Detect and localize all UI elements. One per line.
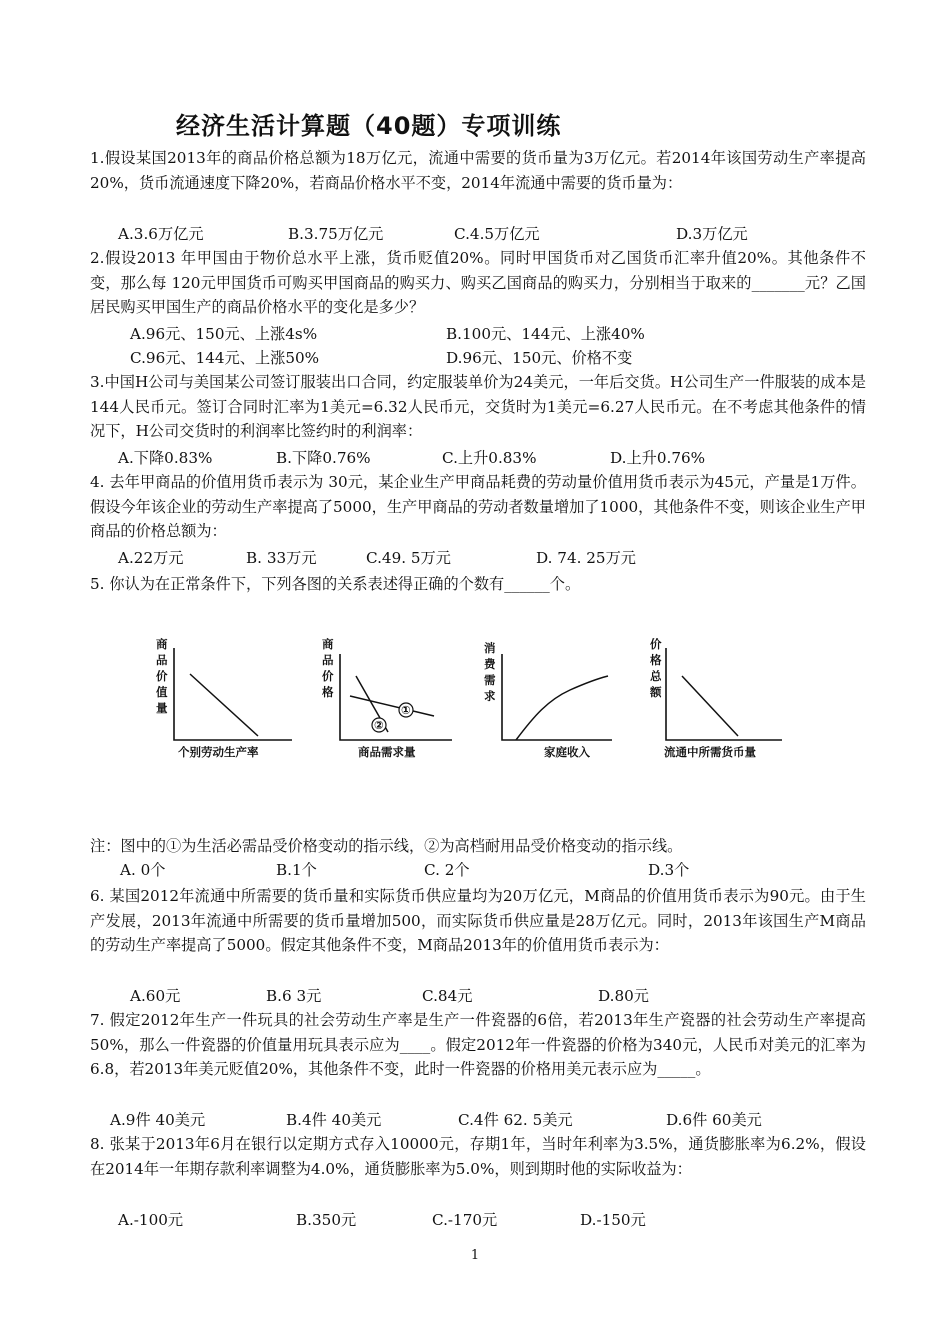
graph-4-x-label: 流通中所需货币量 bbox=[664, 745, 756, 759]
graph-1-line bbox=[190, 674, 258, 736]
graph-3-x-label: 家庭收入 bbox=[544, 745, 590, 759]
graph-2-y-label-3: 价 bbox=[322, 669, 334, 683]
question-1-stem: 1.假设某国2013年的商品价格总额为18万亿元，流通中需要的货币量为3万亿元。若2014年该国劳动生产率提高20%，货币流通速度下降20%，若商品价格水平不变，2014年流通中需要的货币量为： bbox=[90, 149, 866, 192]
question-7-option-a: A.9件 40美元 bbox=[110, 1111, 206, 1129]
question-7-option-d: D.6件 60美元 bbox=[666, 1111, 762, 1129]
question-8-option-d: D.-150元 bbox=[580, 1211, 646, 1229]
question-4-option-b: B. 33万元 bbox=[246, 549, 317, 567]
question-7-options bbox=[90, 1108, 866, 1132]
graph-2-y-label-2: 品 bbox=[322, 653, 334, 667]
graph-4-axes bbox=[666, 648, 782, 740]
graph-2-marker-2: ② bbox=[374, 718, 384, 732]
graph-2-y-label-4: 格 bbox=[322, 685, 334, 699]
question-2-option-a: A.96元、150元、上涨4s% bbox=[130, 325, 318, 343]
question-7-option-b: B.4件 40美元 bbox=[286, 1111, 382, 1129]
question-6-stem: 6. 某国2012年流通中所需要的货币量和实际货币供应量均为20万亿元，M商品的价值用货币表示为90元。由于生产发展，2013年流通中所需要的货币量增加500，而实际货币供应量是28万亿元。同时，2013年该国生产M商品的劳动生产率提高了5000。假定其他条件不变，M商品2013年的价值用货币表示为： bbox=[90, 887, 866, 954]
question-4-stem: 4. 去年甲商品的价值用货币表示为 30元，某企业生产甲商品耗费的劳动量价值用货币表示为45元，产量是1万件。假设今年该企业的劳动生产率提高了5000，生产甲商品的劳动者数量增加了1000，其他条件不变，则该企业生产甲商品的价格总额为： bbox=[90, 473, 866, 540]
question-6-option-c: C.84元 bbox=[422, 987, 473, 1005]
question-8-option-a: A.-100元 bbox=[118, 1211, 184, 1229]
question-1-option-a: A.3.6万亿元 bbox=[118, 225, 204, 243]
graph-1-y-label-4: 值 bbox=[156, 685, 168, 699]
question-8-options bbox=[90, 1208, 866, 1232]
graph-2-marker-1: ① bbox=[401, 703, 411, 717]
question-3-option-b: B.下降0.76% bbox=[276, 449, 371, 467]
graph-3-y-label-1: 消 bbox=[484, 641, 496, 655]
question-6-option-b: B.6 3元 bbox=[266, 987, 322, 1005]
question-3-option-a: A.下降0.83% bbox=[118, 449, 213, 467]
question-6-options bbox=[90, 984, 866, 1008]
question-7-stem: 7. 假定2012年生产一件玩具的社会劳动生产率是生产一件瓷器的6倍，若2013年生产瓷器的社会劳动生产率提高50%，那么一件瓷器的价值量用玩具表示应为____。假定2012年一件瓷器的价格为340元，人民币对美元的汇率为6.8，若2013年美元贬值20%，其他条件不变，此时一件瓷器的价格用美元表示应为_____。 bbox=[90, 1011, 866, 1078]
question-2-option-d: D.96元、150元、价格不变 bbox=[446, 349, 633, 367]
graph-1-y-label-2: 品 bbox=[156, 653, 168, 667]
graph-1-y-label-1: 商 bbox=[156, 637, 168, 651]
question-2-options-row1 bbox=[90, 322, 866, 346]
page-title: 经济生活计算题（40题）专项训练 bbox=[176, 112, 562, 140]
question-4-option-d: D. 74. 25万元 bbox=[536, 549, 636, 567]
question-5-stem: 5. 你认为在正常条件下，下列各图的关系表述得正确的个数有______个。 bbox=[90, 575, 581, 593]
graph-2 bbox=[322, 637, 452, 759]
graph-1 bbox=[155, 637, 292, 759]
question-2-option-c: C.96元、144元、上涨50% bbox=[130, 349, 320, 367]
question-8-option-b: B.350元 bbox=[296, 1211, 357, 1229]
graph-4-y-label-1: 价 bbox=[650, 637, 662, 651]
question-4-option-c: C.49. 5万元 bbox=[366, 549, 451, 567]
question-1-option-d: D.3万亿元 bbox=[676, 225, 748, 243]
graph-3-y-label-3: 需 bbox=[484, 673, 496, 687]
question-5-note: 注：图中的①为生活必需品受价格变动的指示线，②为高档耐用品受价格变动的指示线。 bbox=[90, 837, 683, 855]
graph-2-line-1 bbox=[350, 696, 434, 716]
question-3-option-c: C.上升0.83% bbox=[442, 449, 537, 467]
question-5-options bbox=[90, 858, 866, 882]
question-4-options bbox=[90, 546, 866, 570]
question-7-option-c: C.4件 62. 5美元 bbox=[458, 1111, 573, 1129]
question-8-stem: 8. 张某于2013年6月在银行以定期方式存入10000元，存期1年，当时年利率为3.5%，通货膨胀率为6.2%，假设在2014年一年期存款利率调整为4.0%，通货膨胀率为5.0%，则到期时他的实际收益为： bbox=[90, 1135, 866, 1178]
question-3-stem: 3.中国H公司与美国某公司签订服装出口合同，约定服装单价为24美元，一年后交货。H公司生产一件服装的成本是144人民币元。签订合同时汇率为1美元=6.32人民币元，交货时为1美元=6.27人民币元。在不考虑其他条件的情况下，H公司交货时的利润率比签约时的利润率： bbox=[90, 373, 866, 440]
graph-2-x-label: 商品需求量 bbox=[358, 745, 416, 759]
graph-4-y-label-2: 格 bbox=[650, 653, 662, 667]
question-1-option-c: C.4.5万亿元 bbox=[454, 225, 540, 243]
graph-4-y-label-4: 额 bbox=[650, 685, 662, 699]
question-6-option-a: A.60元 bbox=[130, 987, 181, 1005]
question-2-option-b: B.100元、144元、上涨40% bbox=[446, 325, 645, 343]
graph-1-axes bbox=[174, 648, 292, 740]
question-6-option-d: D.80元 bbox=[598, 987, 649, 1005]
question-8-option-c: C.-170元 bbox=[432, 1211, 498, 1229]
question-2-options-row2 bbox=[90, 346, 866, 370]
question-4-option-a: A.22万元 bbox=[118, 549, 184, 567]
graph-1-y-label-3: 价 bbox=[156, 669, 168, 683]
graph-3 bbox=[484, 641, 612, 759]
graph-1-x-label: 个别劳动生产率 bbox=[178, 745, 259, 759]
graph-1-y-label-5: 量 bbox=[156, 701, 168, 715]
graph-2-y-label-1: 商 bbox=[322, 637, 334, 651]
question-5-option-a: A. 0个 bbox=[120, 861, 166, 879]
graph-4-line bbox=[682, 676, 738, 736]
question-5-option-d: D.3个 bbox=[648, 861, 690, 879]
question-5-option-c: C. 2个 bbox=[424, 861, 470, 879]
question-5-option-b: B.1个 bbox=[276, 861, 317, 879]
graph-4-y-label-3: 总 bbox=[650, 669, 662, 683]
question-1-option-b: B.3.75万亿元 bbox=[288, 225, 384, 243]
question-5-figure bbox=[150, 634, 800, 764]
graph-4 bbox=[649, 637, 782, 759]
question-2-stem: 2.假设2013 年甲国由于物价总水平上涨，货币贬值20%。同时甲国货币对乙国货币汇率升值20%。其他条件不变，那么每 120元甲国货币可购买甲国商品的购买力、购买乙国商品的购买力，分别相当于取来的_______元？乙国居民购买甲国生产的商品价格水平的变化是多少？ bbox=[90, 249, 866, 316]
graph-3-y-label-2: 费 bbox=[484, 657, 496, 671]
graph-3-y-label-4: 求 bbox=[484, 689, 496, 703]
graph-3-curve bbox=[516, 676, 608, 740]
question-3-options bbox=[90, 446, 866, 470]
page-number: 1 bbox=[470, 1248, 480, 1263]
question-3-option-d: D.上升0.76% bbox=[610, 449, 706, 467]
question-1-options bbox=[90, 222, 866, 246]
